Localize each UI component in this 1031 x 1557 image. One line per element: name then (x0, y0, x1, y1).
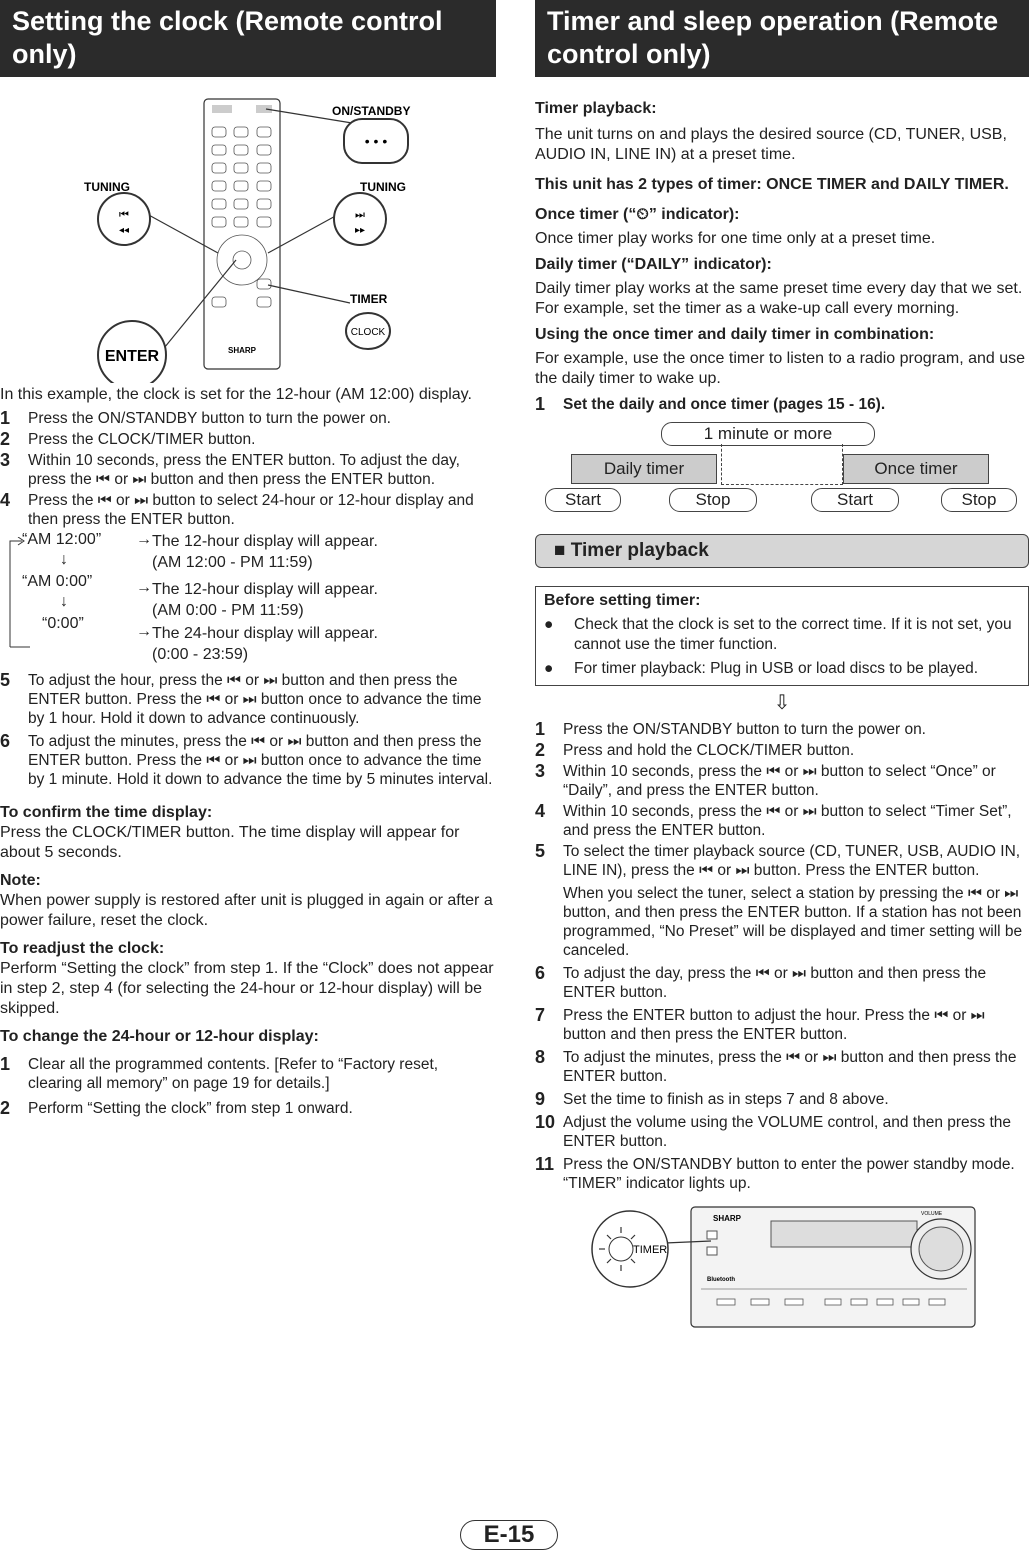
svg-text:⏮: ⏮ (119, 209, 129, 221)
before-setting-box (535, 586, 1029, 686)
svg-text:SHARP: SHARP (713, 1214, 742, 1223)
svg-text:◂◂: ◂◂ (118, 225, 130, 236)
step-item: 3 Within 10 seconds, press the ENTER button. To adjust the day, press the ⏮ or ⏭ button and then press the ENTER button. (0, 450, 460, 488)
confirm-text: Press the CLOCK/TIMER button. The time display will appear for about 5 seconds. (0, 824, 460, 861)
svg-text:TIMER: TIMER (633, 1244, 668, 1256)
timer-combination-diagram (535, 422, 1029, 526)
once-timer-title: Once timer (“⏲” indicator): (535, 206, 740, 223)
step-item: 10 Adjust the volume using the VOLUME control, and then press the ENTER button. (535, 1112, 1012, 1150)
daily-timer-title: Daily timer (“DAILY” indicator): (535, 256, 772, 273)
step-item: 1 Press the ON/STANDBY button to turn the power on. (0, 408, 391, 428)
step-item: 2 Perform “Setting the clock” from step 1 onward. (0, 1098, 353, 1118)
daily-timer-text: Daily timer play works at the same preset time every day that we set. For example, set the timer as a wake-up call every morning. (535, 280, 1023, 317)
right-column (535, 0, 1029, 1333)
svg-text:ON/STANDBY: ON/STANDBY (332, 104, 411, 118)
timer-playback-title: Timer playback: (535, 100, 657, 117)
timer-steps (535, 720, 1029, 1193)
step-item: 1 Press the ON/STANDBY button to turn the power on. (535, 719, 926, 739)
display-result: The 12-hour display will appear. (AM 0:00 - PM 11:59) (152, 581, 378, 619)
svg-text:▸▸: ▸▸ (354, 225, 366, 236)
change-display-steps (0, 1055, 495, 1118)
start-label: Start (811, 488, 899, 512)
svg-text:VOLUME: VOLUME (921, 1211, 943, 1217)
step-item: 2 Press the CLOCK/TIMER button. (0, 429, 256, 449)
step-item: 7 Press the ENTER button to adjust the hour. Press the ⏮ or ⏭ button and then press the ENTER button. (535, 1005, 985, 1043)
change-display-title: To change the 24-hour or 12-hour display: (0, 1028, 319, 1045)
step-item: 5 To select the timer playback source (CD, TUNER, USB, AUDIO IN, LINE IN), press the ⏮ or ⏭ button. Press the ENTER button. (535, 841, 1021, 879)
one-minute-label: 1 minute or more (661, 422, 875, 446)
svg-text:CLOCK: CLOCK (350, 327, 386, 338)
clock-steps-continued (0, 671, 495, 789)
step-item: 9 Set the time to finish as in steps 7 and 8 above. (535, 1089, 889, 1109)
step-item: 6 To adjust the day, press the ⏮ or ⏭ button and then press the ENTER button. (535, 963, 987, 1001)
timer-playback-section-bar: ■ Timer playback (535, 534, 1029, 568)
svg-text:TIMER: TIMER (350, 292, 388, 306)
svg-text:ENTER: ENTER (104, 348, 160, 365)
combination-title: Using the once timer and daily timer in combination: (535, 326, 935, 343)
step-item: 6 To adjust the minutes, press the ⏮ or ⏭ button and then press the ENTER button. Press the ⏮ or ⏭ button once to advance the time by 1 minute. Hold it down to advance the time by 5 minutes interval. (0, 731, 493, 788)
page-number: E-15 (460, 1520, 558, 1550)
once-timer-bar: Once timer (843, 454, 989, 484)
note-title: Note: (0, 872, 41, 889)
combination-step: 1 Set the daily and once timer (pages 15 - 16). (535, 394, 886, 414)
before-setting-title: Before setting timer: (544, 592, 701, 609)
combination-text: For example, use the once timer to listen to a radio program, and use the daily timer to wake up. (535, 350, 1026, 387)
svg-text:TUNING: TUNING (360, 180, 406, 194)
once-timer-text: Once timer play works for one time only at a preset time. (535, 230, 936, 247)
step-item: 4 Within 10 seconds, press the ⏮ or ⏭ button to select “Timer Set”, and press the ENTER button. (535, 801, 1012, 839)
display-result: The 12-hour display will appear. (AM 12:00 - PM 11:59) (152, 533, 378, 571)
svg-text:Bluetooth: Bluetooth (707, 1277, 735, 1283)
svg-text:TUNING: TUNING (84, 180, 130, 194)
display-cycle-diagram: “AM 12:00” ↓ “AM 0:00” ↓ “0:00” → The 12-hour display will appear. (AM 12:00 - PM 11:59) → The 12-hour display will appear. (AM 0:00 - PM 11:59) → The 24-hour display will appear. (0:00 - 23:59) (0, 531, 495, 663)
left-section-header: Setting the clock (Remote control only) (0, 0, 496, 77)
right-section-header: Timer and sleep operation (Remote control only) (535, 0, 1029, 77)
confirm-title: To confirm the time display: (0, 804, 213, 821)
step-item: 5 To adjust the hour, press the ⏮ or ⏭ button and then press the ENTER button. Press the ⏮ or ⏭ button once to advance the time by 1 hour. Hold it down to advance continuously. (0, 670, 482, 727)
daily-timer-bar: Daily timer (571, 454, 717, 484)
step-item: 2 Press and hold the CLOCK/TIMER button. (535, 740, 855, 760)
timer-types-text: This unit has 2 types of timer: ONCE TIMER and DAILY TIMER. (535, 176, 1009, 193)
before-setting-item: ● For timer playback: Plug in USB or load discs to be played. (544, 660, 979, 677)
display-result: The 24-hour display will appear. (0:00 - 23:59) (152, 625, 378, 663)
display-option: “0:00” (42, 615, 84, 632)
step-item: 3 Within 10 seconds, press the ⏮ or ⏭ button to select “Once” or “Daily”, and press the ENTER button. (535, 761, 996, 799)
step-item: When you select the tuner, select a station by pressing the ⏮ or ⏭ button, and then press the ENTER button. If a station has not been programmed, “No Preset” will be displayed and timer setting will be canceled. (563, 885, 1023, 959)
remote-control-illustration (0, 93, 496, 383)
clock-steps (0, 409, 495, 529)
start-label: Start (545, 488, 621, 512)
stop-label: Stop (941, 488, 1017, 512)
note-text: When power supply is restored after unit is plugged in again or after a power failure, reset the clock. (0, 892, 493, 929)
before-setting-item: ● Check that the clock is set to the correct time. If it is not set, you cannot use the timer function. (544, 616, 1012, 653)
unit-front-panel-illustration (535, 1203, 1029, 1333)
step-item: 1 Clear all the programmed contents. [Refer to “Factory reset, clearing all memory” on page 19 for details.] (0, 1054, 439, 1092)
timer-playback-text: The unit turns on and plays the desired source (CD, TUNER, USB, AUDIO IN, LINE IN) at a preset time. (535, 126, 1007, 163)
readjust-text: Perform “Setting the clock” from step 1. If the “Clock” does not appear in step 2, step 4 (for selecting the 24-hour or 12-hour display) will be skipped. (0, 960, 494, 1017)
left-column (0, 0, 496, 1118)
step-item: 4 Press the ⏮ or ⏭ button to select 24-hour or 12-hour display and then press the ENTER button. (0, 490, 474, 528)
down-arrow-icon: ⇩ (773, 692, 791, 714)
step-item: 8 To adjust the minutes, press the ⏮ or ⏭ button and then press the ENTER button. (535, 1047, 1017, 1085)
svg-text:⏭: ⏭ (355, 209, 365, 221)
step-item: 11 Press the ON/STANDBY button to enter the power standby mode. “TIMER” indicator lights up. (535, 1154, 1015, 1192)
display-option: “AM 0:00” (22, 573, 93, 590)
readjust-title: To readjust the clock: (0, 940, 165, 957)
display-option: “AM 12:00” (22, 531, 102, 548)
stop-label: Stop (669, 488, 757, 512)
svg-text:SHARP: SHARP (227, 346, 257, 355)
svg-text:• • •: • • • (364, 133, 388, 149)
intro-text: In this example, the clock is set for the 12-hour (AM 12:00) display. (0, 386, 472, 403)
